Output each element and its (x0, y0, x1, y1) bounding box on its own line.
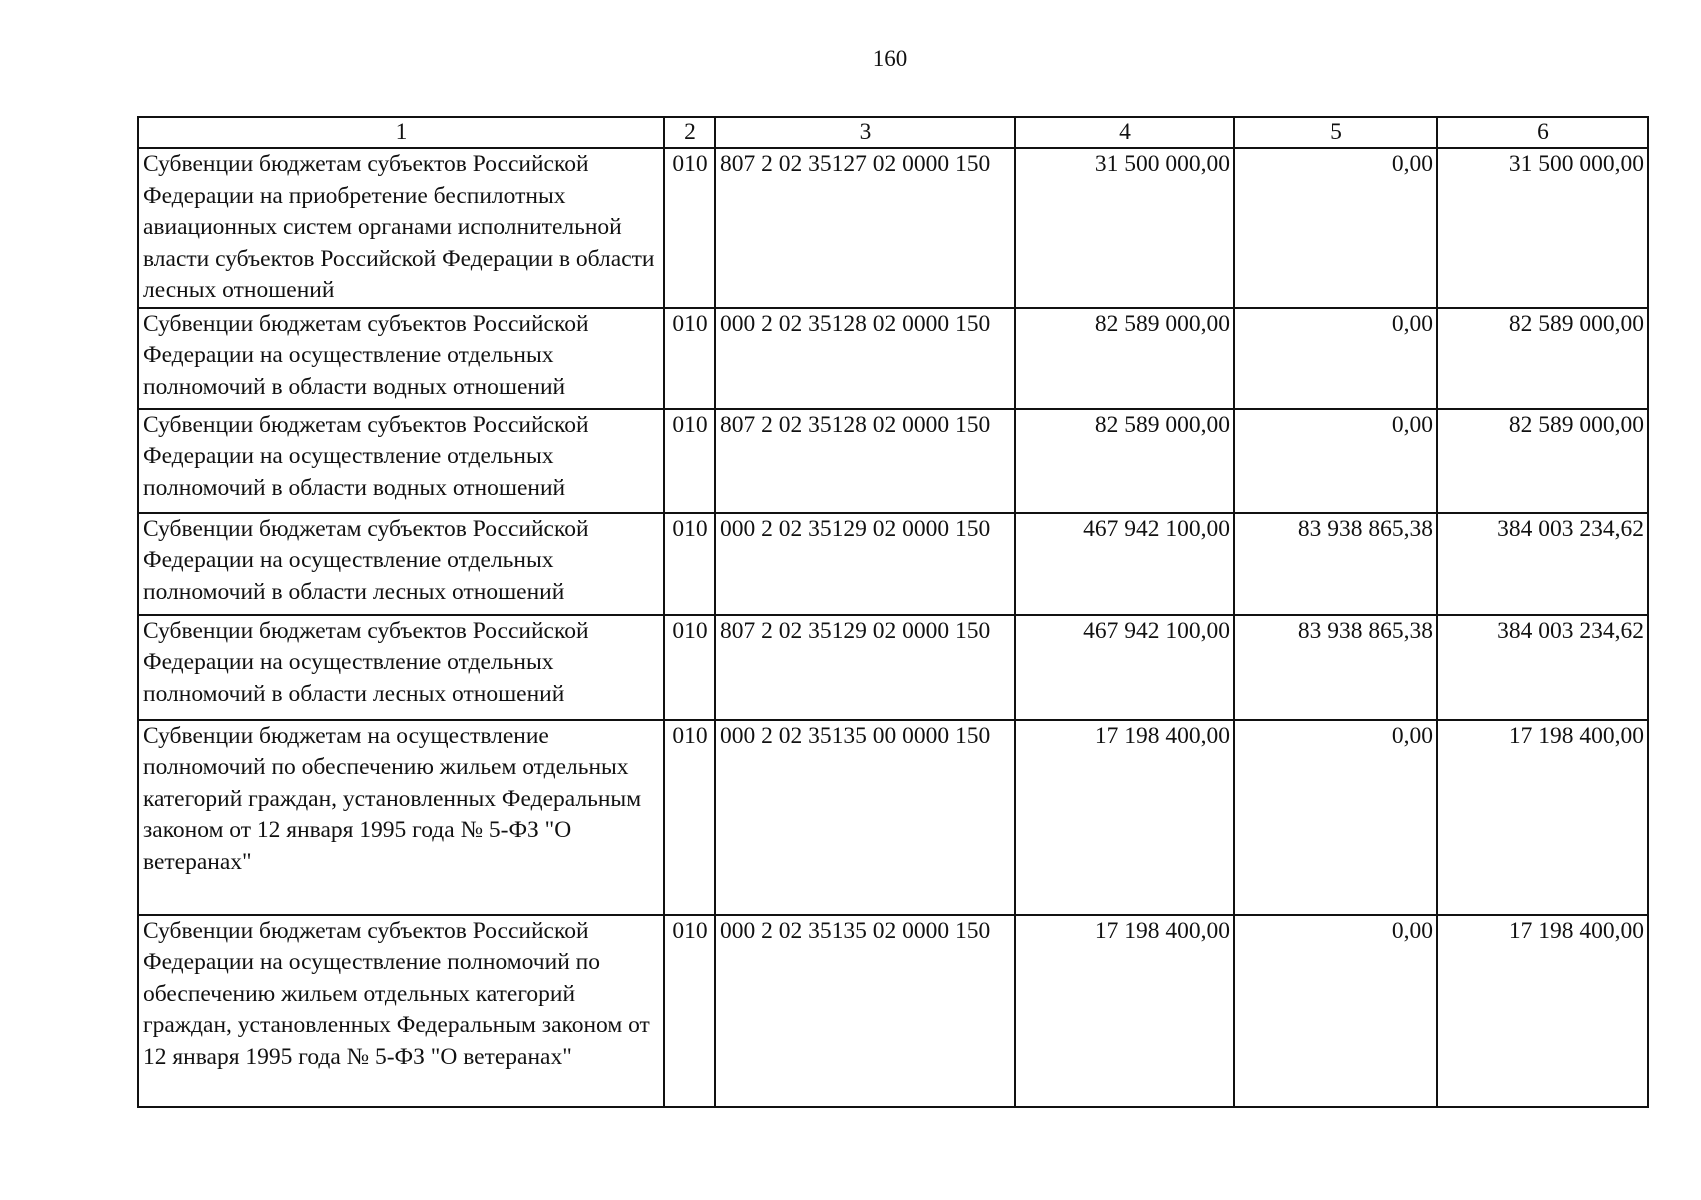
row-column-4-amount: 17 198 400,00 (1015, 720, 1234, 915)
column-header-1: 1 (138, 117, 664, 148)
row-column-4-amount: 467 942 100,00 (1015, 513, 1234, 615)
table-row (138, 720, 1648, 915)
row-description: Субвенции бюджетам субъектов Российской Федерации на приобретение беспилотных авиационных систем органами исполнительной власти субъектов Российской Федерации в области лесных отношений (138, 148, 664, 308)
row-code: 010 (664, 148, 715, 308)
row-description: Субвенции бюджетам субъектов Российской Федерации на осуществление отдельных полномочий в области лесных отношений (138, 615, 664, 720)
row-code: 010 (664, 720, 715, 915)
row-code: 010 (664, 513, 715, 615)
row-description: Субвенции бюджетам субъектов Российской Федерации на осуществление отдельных полномочий в области водных отношений (138, 409, 664, 513)
table-header (138, 117, 1648, 148)
table-row (138, 615, 1648, 720)
row-column-6-amount: 31 500 000,00 (1437, 148, 1648, 308)
row-code: 010 (664, 915, 715, 1107)
page-number: 160 (872, 46, 908, 71)
table-row (138, 409, 1648, 513)
column-header-4: 4 (1015, 117, 1234, 148)
row-column-6-amount: 17 198 400,00 (1437, 720, 1648, 915)
row-description: Субвенции бюджетам субъектов Российской Федерации на осуществление полномочий по обеспечению жильем отдельных категорий граждан, установленных Федеральным законом от 12 января 1995 года № 5-ФЗ "О ветеранах" (138, 915, 664, 1107)
column-header-2: 2 (664, 117, 715, 148)
row-column-4-amount: 17 198 400,00 (1015, 915, 1234, 1107)
row-column-6-amount: 82 589 000,00 (1437, 308, 1648, 409)
row-column-5-amount: 83 938 865,38 (1234, 615, 1437, 720)
column-header-6: 6 (1437, 117, 1648, 148)
row-column-5-amount: 0,00 (1234, 308, 1437, 409)
row-column-5-amount: 0,00 (1234, 915, 1437, 1107)
row-kbk-code: 000 2 02 35129 02 0000 150 (715, 513, 1015, 615)
row-column-6-amount: 384 003 234,62 (1437, 513, 1648, 615)
row-column-6-amount: 17 198 400,00 (1437, 915, 1648, 1107)
row-column-4-amount: 82 589 000,00 (1015, 308, 1234, 409)
row-column-6-amount: 82 589 000,00 (1437, 409, 1648, 513)
row-kbk-code: 807 2 02 35127 02 0000 150 (715, 148, 1015, 308)
header-row (138, 117, 1648, 148)
row-column-5-amount: 0,00 (1234, 720, 1437, 915)
row-kbk-code: 000 2 02 35135 00 0000 150 (715, 720, 1015, 915)
row-kbk-code: 807 2 02 35129 02 0000 150 (715, 615, 1015, 720)
row-kbk-code: 000 2 02 35128 02 0000 150 (715, 308, 1015, 409)
row-code: 010 (664, 409, 715, 513)
budget-table (137, 116, 1649, 1108)
row-column-5-amount: 83 938 865,38 (1234, 513, 1437, 615)
table-row (138, 148, 1648, 308)
row-description: Субвенции бюджетам субъектов Российской Федерации на осуществление отдельных полномочий в области водных отношений (138, 308, 664, 409)
row-column-4-amount: 31 500 000,00 (1015, 148, 1234, 308)
row-code: 010 (664, 615, 715, 720)
table-row (138, 915, 1648, 1107)
column-header-5: 5 (1234, 117, 1437, 148)
row-column-6-amount: 384 003 234,62 (1437, 615, 1648, 720)
row-description: Субвенции бюджетам субъектов Российской Федерации на осуществление отдельных полномочий в области лесных отношений (138, 513, 664, 615)
table-row (138, 308, 1648, 409)
table-body (138, 148, 1648, 1107)
row-kbk-code: 000 2 02 35135 02 0000 150 (715, 915, 1015, 1107)
row-kbk-code: 807 2 02 35128 02 0000 150 (715, 409, 1015, 513)
row-column-5-amount: 0,00 (1234, 148, 1437, 308)
table-row (138, 513, 1648, 615)
row-column-4-amount: 467 942 100,00 (1015, 615, 1234, 720)
row-column-4-amount: 82 589 000,00 (1015, 409, 1234, 513)
row-description: Субвенции бюджетам на осуществление полномочий по обеспечению жильем отдельных категорий граждан, установленных Федеральным законом от 12 января 1995 года № 5-ФЗ "О ветеранах" (138, 720, 664, 915)
row-code: 010 (664, 308, 715, 409)
column-header-3: 3 (715, 117, 1015, 148)
row-column-5-amount: 0,00 (1234, 409, 1437, 513)
